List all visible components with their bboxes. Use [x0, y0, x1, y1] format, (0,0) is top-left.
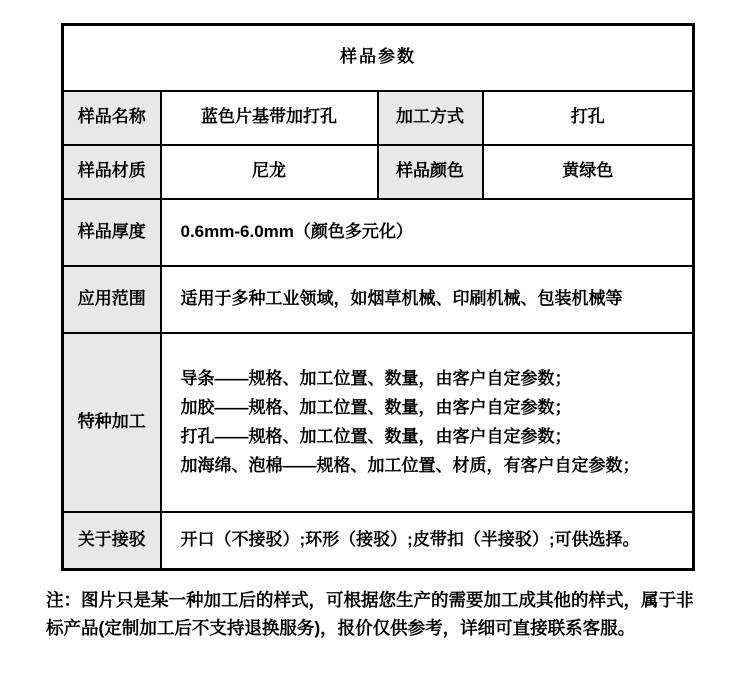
value-application-range: 适用于多种工业领域，如烟草机械、印刷机械、包装机械等 [161, 266, 694, 333]
special-processing-line-3: 打孔——规格、加工位置、数量，由客户自定参数； [180, 427, 572, 446]
table-row-application [63, 266, 694, 333]
label-connection: 关于接驳 [63, 512, 161, 570]
footnote [46, 586, 718, 642]
label-sample-color: 样品颜色 [378, 145, 483, 199]
value-sample-color: 黄绿色 [483, 145, 694, 199]
label-sample-material: 样品材质 [63, 145, 161, 199]
value-sample-name: 蓝色片基带加打孔 [161, 91, 378, 145]
special-processing-line-1: 导条——规格、加工位置、数量，由客户自定参数； [180, 369, 572, 388]
label-application-range: 应用范围 [63, 266, 161, 333]
table-row-connection [63, 512, 694, 570]
sample-parameters-table [61, 23, 695, 571]
label-process-method: 加工方式 [378, 91, 483, 145]
table-title-row [63, 25, 694, 91]
footnote-line-1: 注：图片只是某一种加工后的样式，可根据您生产的需要加工成其他的样式，属于非 [46, 590, 694, 610]
footnote-line-2: 标产品(定制加工后不支持退换服务)，报价仅供参考，详细可直接联系客服。 [46, 618, 636, 638]
value-process-method: 打孔 [483, 91, 694, 145]
table-row-special-processing [63, 333, 694, 512]
table-row-name-process [63, 91, 694, 145]
label-sample-thickness: 样品厚度 [63, 199, 161, 266]
page-title: 样品参数 [63, 25, 694, 91]
value-special-processing [161, 333, 694, 512]
special-processing-line-2: 加胶——规格、加工位置、数量，由客户自定参数； [180, 398, 572, 417]
label-special-processing: 特种加工 [63, 333, 161, 512]
value-connection: 开口（不接驳）;环形（接驳）;皮带扣（半接驳）;可供选择。 [161, 512, 694, 570]
table-row-material-color [63, 145, 694, 199]
special-processing-line-4: 加海绵、泡棉——规格、加工位置、材质，有客户自定参数； [180, 456, 640, 475]
value-sample-thickness: 0.6mm-6.0mm（颜色多元化） [161, 199, 694, 266]
label-sample-name: 样品名称 [63, 91, 161, 145]
value-sample-material: 尼龙 [161, 145, 378, 199]
table-row-thickness [63, 199, 694, 266]
